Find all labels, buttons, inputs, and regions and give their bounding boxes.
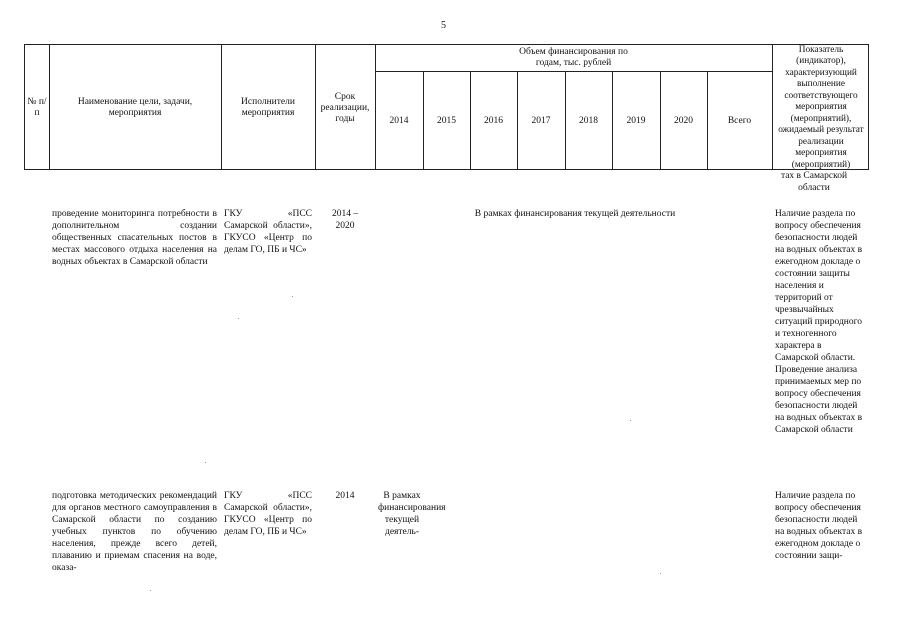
row1-name: проведение мониторинга потребности в дополнительном создании общественных спасательных постов в местах массового отдыха населения на водных объектах в Самарской области (52, 209, 217, 267)
header-year: 2017 (531, 115, 551, 126)
header-term: Срок реализации, годы (320, 91, 370, 124)
table-header (24, 44, 869, 170)
row1-term: 2014 – 2020 (331, 209, 359, 231)
scan-speck (238, 318, 239, 319)
header-year: 2015 (437, 115, 456, 126)
row1-executors: ГКУ «ПСС Самарской области», ГКУСО «Центр по делам ГО, ПБ и ЧС» (224, 209, 312, 255)
row2-funding: В рамках финансирования текущей деятель- (378, 491, 446, 537)
row2-executors: ГКУ «ПСС Самарской области», ГКУСО «Центр по делам ГО, ПБ и ЧС» (224, 491, 312, 537)
row2-term: 2014 (335, 491, 355, 501)
header-year: 2016 (484, 115, 503, 126)
scan-speck (630, 420, 631, 421)
carry-over-text: тах в Самарской области (780, 171, 848, 193)
header-total: Всего (727, 115, 752, 126)
scan-speck (150, 590, 151, 591)
header-executors: Исполнители мероприятия (241, 97, 295, 118)
row2-indicator: Наличие раздела по вопросу обеспечения безопасности людей на водных объектах в ежегодном докладе о состоянии защи- (775, 491, 863, 561)
header-funding: Объем финансирования по годам, тыс. рублей (519, 47, 628, 68)
header-num: № п/п (27, 97, 47, 118)
row2-name: подготовка методических рекомендаций для органов местного самоуправления в Самарской области по созданию учебных пунктов по обучению населения, прежде всего детей, плаванию и приемам спасения на воде, оказа- (52, 491, 217, 573)
scan-speck (205, 462, 206, 463)
scan-speck (292, 296, 293, 297)
row1-indicator: Наличие раздела по вопросу обеспечения безопасности людей на водных объектах в ежегодном докладе о состоянии защиты населения и территорий от чрезвычайных ситуаций природного и техногенного характера в Самарской области. Проведение анализа принимаемых мер по вопросу обеспечения безопасности людей на водных объектах в Самарской области (775, 209, 863, 435)
header-year: 2020 (674, 115, 693, 126)
header-year: 2018 (579, 115, 598, 126)
scan-speck (660, 573, 661, 574)
page-number: 5 (441, 20, 446, 31)
header-year: 2014 (389, 115, 409, 126)
header-name: Наименование цели, задачи, мероприятия (77, 97, 193, 118)
header-year: 2019 (626, 115, 646, 126)
header-indicator: Показатель (индикатор), характеризующий выполнение соответствующего мероприятия (мероприятий), ожидаемый результат реализации мероприятия (мероприятий) (778, 44, 864, 170)
row1-funding: В рамках финансирования текущей деятельности (474, 209, 676, 219)
